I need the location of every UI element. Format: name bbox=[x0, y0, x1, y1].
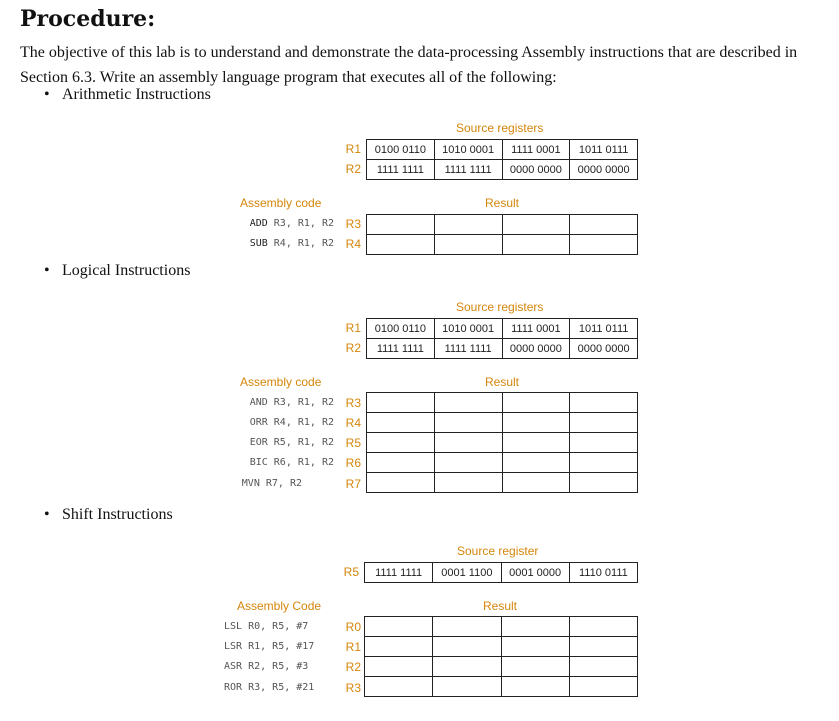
result-cell[interactable] bbox=[433, 657, 501, 677]
source-cell: 0001 1100 bbox=[433, 563, 501, 583]
instr-args: R3, R5, #21 bbox=[248, 682, 315, 693]
result-cell[interactable] bbox=[502, 473, 570, 493]
source-cell: 1010 0001 bbox=[434, 140, 502, 160]
instr-op: ASR bbox=[224, 661, 243, 672]
logic-dest-1: R4 bbox=[345, 416, 361, 430]
result-cell[interactable] bbox=[501, 677, 569, 697]
result-cell[interactable] bbox=[434, 393, 502, 413]
arith-code-header: Assembly code bbox=[240, 196, 322, 210]
logic-instr-4 bbox=[224, 474, 302, 494]
source-cell: 1011 0111 bbox=[570, 140, 638, 160]
result-cell[interactable] bbox=[501, 657, 569, 677]
arith-dest-0: R3 bbox=[345, 217, 361, 231]
shift-instr-3 bbox=[224, 678, 340, 698]
result-cell[interactable] bbox=[570, 393, 638, 413]
source-cell: 1011 0111 bbox=[570, 319, 638, 339]
result-cell[interactable] bbox=[570, 215, 638, 235]
table-row bbox=[367, 433, 638, 453]
logic-instr-2 bbox=[224, 433, 334, 453]
logic-result-table bbox=[366, 392, 638, 493]
bullet-logical-label: Logical Instructions bbox=[62, 262, 191, 279]
logic-instr-1 bbox=[224, 413, 334, 433]
instr-args: R4, R1, R2 bbox=[273, 238, 334, 249]
result-cell[interactable] bbox=[367, 473, 435, 493]
instr-args: R0, R5, #7 bbox=[248, 621, 309, 632]
table-row bbox=[367, 140, 638, 160]
shift-source-table bbox=[364, 562, 638, 583]
logic-dest-0: R3 bbox=[345, 396, 361, 410]
result-cell[interactable] bbox=[367, 235, 435, 255]
source-cell: 0000 0000 bbox=[570, 339, 638, 359]
logic-dest-2: R5 bbox=[345, 436, 361, 450]
bullet-shift-label: Shift Instructions bbox=[62, 506, 173, 523]
source-cell: 1111 0001 bbox=[502, 319, 570, 339]
instr-op: SUB bbox=[249, 238, 268, 249]
shift-src-reg-0: R5 bbox=[343, 565, 359, 579]
source-cell: 0000 0000 bbox=[502, 339, 570, 359]
source-cell: 1110 0111 bbox=[569, 563, 637, 583]
result-cell[interactable] bbox=[433, 617, 501, 637]
bullet-logical: • Logical Instructions bbox=[44, 262, 191, 279]
source-cell: 0001 0000 bbox=[501, 563, 569, 583]
table-row bbox=[365, 637, 638, 657]
shift-code-header: Assembly Code bbox=[237, 599, 322, 613]
result-cell[interactable] bbox=[570, 473, 638, 493]
result-cell[interactable] bbox=[433, 677, 501, 697]
shift-result-header: Result bbox=[483, 599, 518, 613]
arith-src-reg-0: R1 bbox=[345, 142, 361, 156]
table-row bbox=[365, 563, 638, 583]
result-cell[interactable] bbox=[434, 433, 502, 453]
result-cell[interactable] bbox=[434, 473, 502, 493]
source-cell: 1111 0001 bbox=[502, 140, 570, 160]
arith-instr-0 bbox=[224, 214, 334, 234]
logic-dest-4: R7 bbox=[345, 477, 361, 491]
table-row bbox=[367, 473, 638, 493]
instr-op: MVN bbox=[241, 478, 260, 489]
instr-args: R6, R1, R2 bbox=[273, 457, 334, 468]
result-cell[interactable] bbox=[570, 453, 638, 473]
result-cell[interactable] bbox=[569, 637, 637, 657]
result-cell[interactable] bbox=[367, 393, 435, 413]
instr-op: LSR bbox=[224, 641, 243, 652]
arith-result-table bbox=[366, 214, 638, 255]
intro-paragraph: The objective of this lab is to understand and demonstrate the data-processing Assembly instructions that are described in Section 6.3. Write an assembly language program that executes all of the following: bbox=[20, 44, 798, 86]
result-cell[interactable] bbox=[569, 677, 637, 697]
table-row bbox=[367, 160, 638, 180]
result-cell[interactable] bbox=[502, 453, 570, 473]
bullet-shift: • Shift Instructions bbox=[44, 506, 173, 523]
logic-result-header: Result bbox=[485, 375, 520, 389]
logic-source-table bbox=[366, 318, 638, 359]
result-cell[interactable] bbox=[434, 215, 502, 235]
bullet-arithmetic-label: Arithmetic Instructions bbox=[62, 86, 211, 103]
logic-source-header: Source registers bbox=[456, 300, 544, 314]
result-cell[interactable] bbox=[501, 617, 569, 637]
instr-op: ORR bbox=[249, 417, 268, 428]
result-cell[interactable] bbox=[367, 215, 435, 235]
result-cell[interactable] bbox=[365, 677, 433, 697]
result-cell[interactable] bbox=[434, 413, 502, 433]
arith-src-reg-1: R2 bbox=[345, 162, 361, 176]
arith-source-header: Source registers bbox=[456, 121, 544, 135]
source-cell: 0000 0000 bbox=[502, 160, 570, 180]
source-cell: 1010 0001 bbox=[434, 319, 502, 339]
arith-result-header: Result bbox=[485, 196, 520, 210]
procedure-title: Procedure: bbox=[20, 6, 156, 32]
table-row bbox=[365, 617, 638, 637]
arith-source-table bbox=[366, 139, 638, 180]
result-cell[interactable] bbox=[570, 413, 638, 433]
logic-instr-3 bbox=[224, 453, 334, 473]
logic-dest-3: R6 bbox=[345, 456, 361, 470]
result-cell[interactable] bbox=[365, 617, 433, 637]
result-cell[interactable] bbox=[569, 617, 637, 637]
source-cell: 1111 1111 bbox=[434, 339, 502, 359]
source-cell: 0100 0110 bbox=[367, 140, 435, 160]
result-cell[interactable] bbox=[365, 657, 433, 677]
logic-src-reg-1: R2 bbox=[345, 341, 361, 355]
instr-args: R3, R1, R2 bbox=[273, 397, 334, 408]
table-row bbox=[367, 453, 638, 473]
table-row bbox=[365, 657, 638, 677]
table-row bbox=[367, 215, 638, 235]
table-row bbox=[365, 677, 638, 697]
result-cell[interactable] bbox=[569, 657, 637, 677]
arith-dest-1: R4 bbox=[345, 237, 361, 251]
result-cell[interactable] bbox=[365, 637, 433, 657]
logic-instr-0 bbox=[224, 393, 334, 413]
source-cell: 1111 1111 bbox=[367, 160, 435, 180]
result-cell[interactable] bbox=[434, 235, 502, 255]
source-cell: 0000 0000 bbox=[570, 160, 638, 180]
shift-instr-0 bbox=[224, 617, 340, 637]
instr-args: R1, R5, #17 bbox=[248, 641, 315, 652]
source-cell: 1111 1111 bbox=[367, 339, 435, 359]
result-cell[interactable] bbox=[367, 453, 435, 473]
result-cell[interactable] bbox=[367, 433, 435, 453]
instr-op: BIC bbox=[249, 457, 268, 468]
table-row bbox=[367, 339, 638, 359]
result-cell[interactable] bbox=[434, 453, 502, 473]
instr-op: AND bbox=[249, 397, 268, 408]
bullet-arithmetic: • Arithmetic Instructions bbox=[44, 86, 211, 103]
table-row bbox=[367, 393, 638, 413]
result-cell[interactable] bbox=[367, 413, 435, 433]
source-cell: 1111 1111 bbox=[434, 160, 502, 180]
instr-args: R5, R1, R2 bbox=[273, 437, 334, 448]
table-row bbox=[367, 235, 638, 255]
shift-instr-2 bbox=[224, 657, 340, 677]
source-cell: 1111 1111 bbox=[365, 563, 433, 583]
shift-source-header: Source register bbox=[457, 544, 539, 558]
instr-args: R7, R2 bbox=[265, 478, 302, 489]
shift-dest-2: R2 bbox=[345, 660, 361, 674]
table-row bbox=[367, 319, 638, 339]
result-cell[interactable] bbox=[502, 433, 570, 453]
result-cell[interactable] bbox=[502, 215, 570, 235]
instr-args: R3, R1, R2 bbox=[273, 218, 334, 229]
result-cell[interactable] bbox=[502, 413, 570, 433]
arith-instr-1 bbox=[224, 234, 334, 254]
instr-args: R4, R1, R2 bbox=[273, 417, 334, 428]
shift-dest-1: R1 bbox=[345, 640, 361, 654]
table-row bbox=[367, 413, 638, 433]
result-cell[interactable] bbox=[502, 393, 570, 413]
shift-instr-1 bbox=[224, 637, 340, 657]
result-cell[interactable] bbox=[433, 637, 501, 657]
result-cell[interactable] bbox=[502, 235, 570, 255]
shift-dest-0: R0 bbox=[345, 620, 361, 634]
instr-op: LSL bbox=[224, 621, 243, 632]
instr-op: ADD bbox=[249, 218, 268, 229]
result-cell[interactable] bbox=[570, 235, 638, 255]
shift-result-table bbox=[364, 616, 638, 697]
logic-code-header: Assembly code bbox=[240, 375, 322, 389]
source-cell: 0100 0110 bbox=[367, 319, 435, 339]
result-cell[interactable] bbox=[570, 433, 638, 453]
shift-dest-3: R3 bbox=[345, 681, 361, 695]
instr-op: ROR bbox=[224, 682, 243, 693]
instr-op: EOR bbox=[249, 437, 268, 448]
logic-src-reg-0: R1 bbox=[345, 321, 361, 335]
result-cell[interactable] bbox=[501, 637, 569, 657]
instr-args: R2, R5, #3 bbox=[248, 661, 309, 672]
